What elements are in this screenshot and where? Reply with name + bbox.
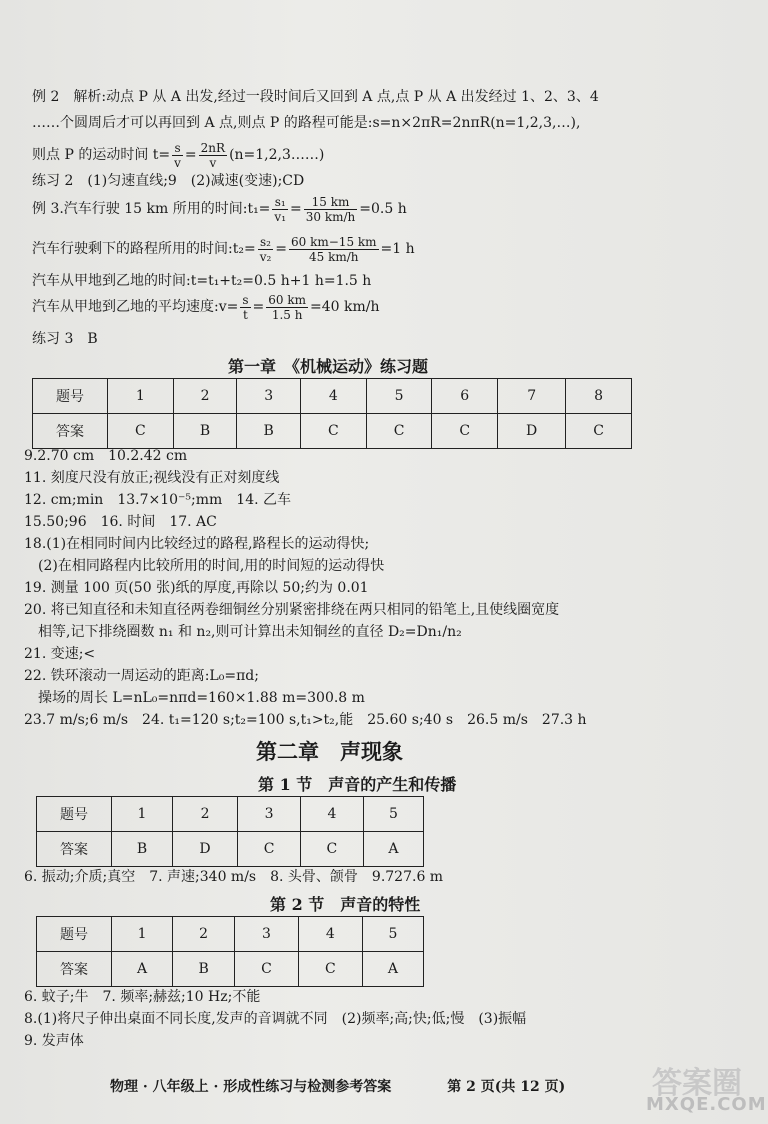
answer-cell: B xyxy=(173,414,237,449)
list-item: 20. 将已知直径和未知直径两卷细铜丝分别紧密排绕在两只相同的铅笔上,且使线圈宽度 xyxy=(24,602,560,618)
question-number: 1 xyxy=(112,917,173,952)
list-item: 19. 测量 100 页(50 张)纸的厚度,再除以 50;约为 0.01 xyxy=(24,580,369,596)
list-item: 22. 铁环滚动一周运动的距离:L₀=πd; xyxy=(24,668,259,684)
table-row-numbers xyxy=(37,797,424,832)
example2-line1: 例 2 解析:动点 P 从 A 出发,经过一段时间后又回到 A 点,点 P 从 A 出发经过 1、2、3、4 xyxy=(32,89,599,105)
question-number: 1 xyxy=(108,379,174,414)
question-number: 5 xyxy=(366,379,432,414)
list-item: 9. 发声体 xyxy=(24,1033,84,1049)
question-number: 2 xyxy=(173,379,237,414)
answer-cell: B xyxy=(112,832,173,867)
list-item: 21. 变速;< xyxy=(24,646,96,662)
question-number: 8 xyxy=(566,379,632,414)
example3-line1: 例 3.汽车行驶 15 km 所用的时间:t₁= $\frac{\text{s₁}}{\text{v₁}}$ = $\frac{15 km}{30 km/h}$ =0.5 h xyxy=(32,194,407,224)
row-label: 题号 xyxy=(37,917,112,952)
list-item: 9.2.70 cm 10.2.42 cm xyxy=(24,448,188,464)
question-number: 1 xyxy=(112,797,173,832)
list-item: 23.7 m/s;6 m/s 24. t₁=120 s;t₂=100 s,t₁>t₂,能 25.60 s;40 s 26.5 m/s 27.3 h xyxy=(24,712,587,728)
answer-cell: C xyxy=(235,952,299,987)
chapter1-title: 第一章 《机械运动》练习题 xyxy=(228,357,429,376)
example2-line3: 则点 P 的运动时间 t= $\frac{s}{v}$ = $\frac{2nR}{v}$ (n=1,2,3……) xyxy=(32,140,325,170)
answer-cell: A xyxy=(363,832,423,867)
example3-line4: 汽车从甲地到乙地的平均速度:v= $\frac{s}{t}$ = $\frac{60 km}{1.5 h}$ =40 km/h xyxy=(32,292,380,322)
question-number: 4 xyxy=(301,379,367,414)
watermark-site: MXQE.COM xyxy=(646,1094,767,1115)
practice3-answer: 练习 3 B xyxy=(32,331,98,347)
answer-cell: A xyxy=(362,952,423,987)
question-number: 5 xyxy=(362,917,423,952)
question-number: 3 xyxy=(238,797,301,832)
list-item: 12. cm;min 13.7×10⁻⁵;mm 14. 乙车 xyxy=(24,492,292,508)
list-item: 8.(1)将尺子伸出桌面不同长度,发声的音调就不同 (2)频率;高;快;低;慢 (3)振幅 xyxy=(24,1011,527,1027)
question-number: 3 xyxy=(237,379,301,414)
list-item: 11. 刻度尺没有放正;视线没有正对刻度线 xyxy=(24,470,280,486)
row-label: 答案 xyxy=(37,952,112,987)
section1-answer-table xyxy=(36,796,424,867)
question-number: 3 xyxy=(235,917,299,952)
chapter1-answer-table xyxy=(32,378,632,449)
answer-cell: C xyxy=(300,832,363,867)
list-item: 操场的周长 L=nL₀=nπd=160×1.88 m=300.8 m xyxy=(24,690,365,706)
practice2-answer: 练习 2 (1)匀速直线;9 (2)减速(变速);CD xyxy=(32,173,305,189)
row-label: 题号 xyxy=(37,797,112,832)
list-item: 15.50;96 16. 时间 17. AC xyxy=(24,514,217,530)
question-number: 4 xyxy=(298,917,362,952)
row-label: 题号 xyxy=(33,379,108,414)
answer-cell: C xyxy=(432,414,498,449)
table-row-numbers xyxy=(33,379,632,414)
question-number: 2 xyxy=(173,917,235,952)
question-number: 6 xyxy=(432,379,498,414)
answer-cell: C xyxy=(108,414,174,449)
section1-title: 第 1 节 声音的产生和传播 xyxy=(258,775,457,794)
example3-line3: 汽车从甲地到乙地的时间:t=t₁+t₂=0.5 h+1 h=1.5 h xyxy=(32,273,372,289)
answer-cell: C xyxy=(298,952,362,987)
table-row-answers xyxy=(33,414,632,449)
chapter2-title: 第二章 声现象 xyxy=(256,740,403,764)
question-number: 7 xyxy=(498,379,566,414)
answer-cell: A xyxy=(112,952,173,987)
section2-title: 第 2 节 声音的特性 xyxy=(270,895,421,914)
row-label: 答案 xyxy=(37,832,112,867)
question-number: 5 xyxy=(363,797,423,832)
page-footer: 物理 · 八年级上 · 形成性练习与检测参考答案 第 2 页(共 12 页) xyxy=(110,1079,566,1095)
list-item: (2)在相同路程内比较所用的时间,用的时间短的运动得快 xyxy=(24,558,385,574)
row-label: 答案 xyxy=(33,414,108,449)
watermark-logo: 答案圈 xyxy=(652,1066,742,1101)
example2-line2: ……个圆周后才可以再回到 A 点,则点 P 的路程可能是:s=n×2πR=2nπR(n=1,2,3,…), xyxy=(32,115,581,131)
question-number: 4 xyxy=(300,797,363,832)
answer-cell: B xyxy=(237,414,301,449)
example3-line2: 汽车行驶剩下的路程所用的时间:t₂= $\frac{\text{s₂}}{\text{v₂}}$ = $\frac{60 km-15 km}{45 km/h}$ =1 h xyxy=(32,234,415,264)
answer-cell: C xyxy=(238,832,301,867)
table-row-answers xyxy=(37,832,424,867)
section1-answers-after: 6. 振动;介质;真空 7. 声速;340 m/s 8. 头骨、颌骨 9.727.6 m xyxy=(24,869,444,885)
table-row-answers xyxy=(37,952,424,987)
answer-cell: D xyxy=(498,414,566,449)
answer-cell: C xyxy=(566,414,632,449)
section2-answer-table xyxy=(36,916,424,987)
question-number: 2 xyxy=(172,797,237,832)
list-item: 6. 蚊子;牛 7. 频率;赫兹;10 Hz;不能 xyxy=(24,989,261,1005)
list-item: 相等,记下排绕圈数 n₁ 和 n₂,则可计算出未知铜丝的直径 D₂=Dn₁/n₂ xyxy=(24,624,462,640)
table-row-numbers xyxy=(37,917,424,952)
answer-cell: B xyxy=(173,952,235,987)
answer-cell: C xyxy=(301,414,367,449)
answer-cell: C xyxy=(366,414,432,449)
answer-cell: D xyxy=(172,832,237,867)
list-item: 18.(1)在相同时间内比较经过的路程,路程长的运动得快; xyxy=(24,536,370,552)
